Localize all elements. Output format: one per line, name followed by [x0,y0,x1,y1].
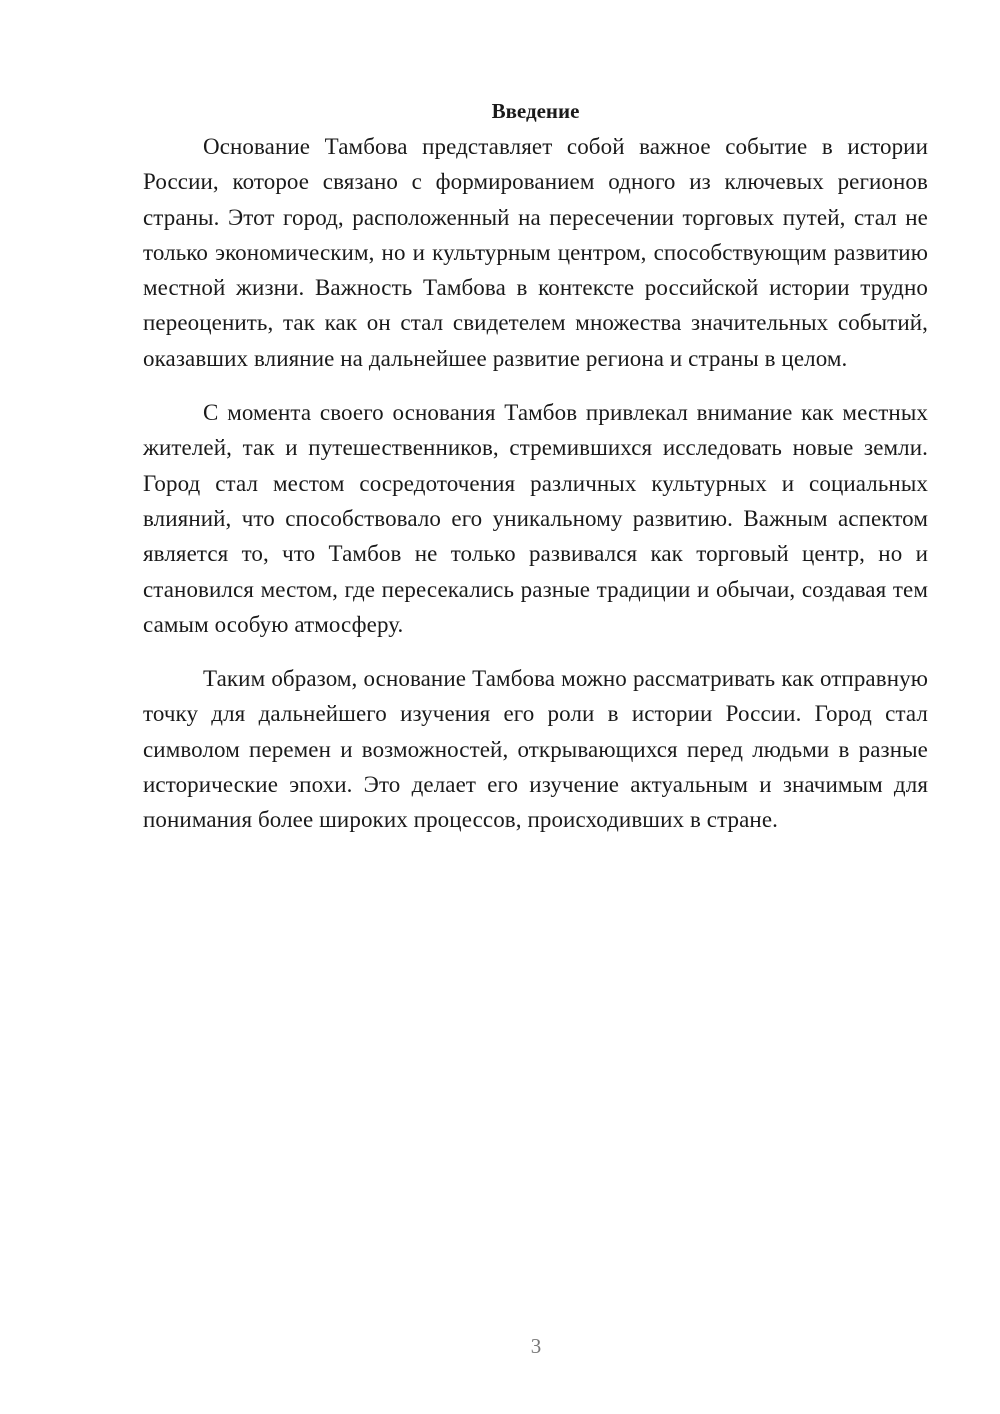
section-heading: Введение [491,99,580,123]
page-content [143,95,928,857]
paragraph-3: Таким образом, основание Тамбова можно рассматривать как отправную точку для дальнейшего изучения его роли в истории России. Город стал символом перемен и возможностей, открывающихся перед людьми в разные исторические эпохи. Это делает его изучение актуальным и значимым для понимания более широких процессов, происходивших в стране. [143,666,928,833]
page-number: 3 [530,1334,542,1358]
paragraph-2: С момента своего основания Тамбов привлекал внимание как местных жителей, так и путешественников, стремившихся исследовать новые земли. Город стал местом сосредоточения различных культурных и социальных влияний, что способствовало его уникальному развитию. Важным аспектом является то, что Тамбов не только развивался как торговый центр, но и становился местом, где пересекались разные традиции и обычаи, создавая тем самым особую атмосферу. [143,400,928,637]
paragraph-1: Основание Тамбова представляет собой важное событие в истории России, которое связано с формированием одного из ключевых регионов страны. Этот город, расположенный на пересечении торговых путей, стал не только экономическим, но и культурным центром, способствующим развитию местной жизни. Важность Тамбова в контексте российской истории трудно переоценить, так как он стал свидетелем множества значительных событий, оказавших влияние на дальнейшее развитие региона и страны в целом. [143,134,928,371]
